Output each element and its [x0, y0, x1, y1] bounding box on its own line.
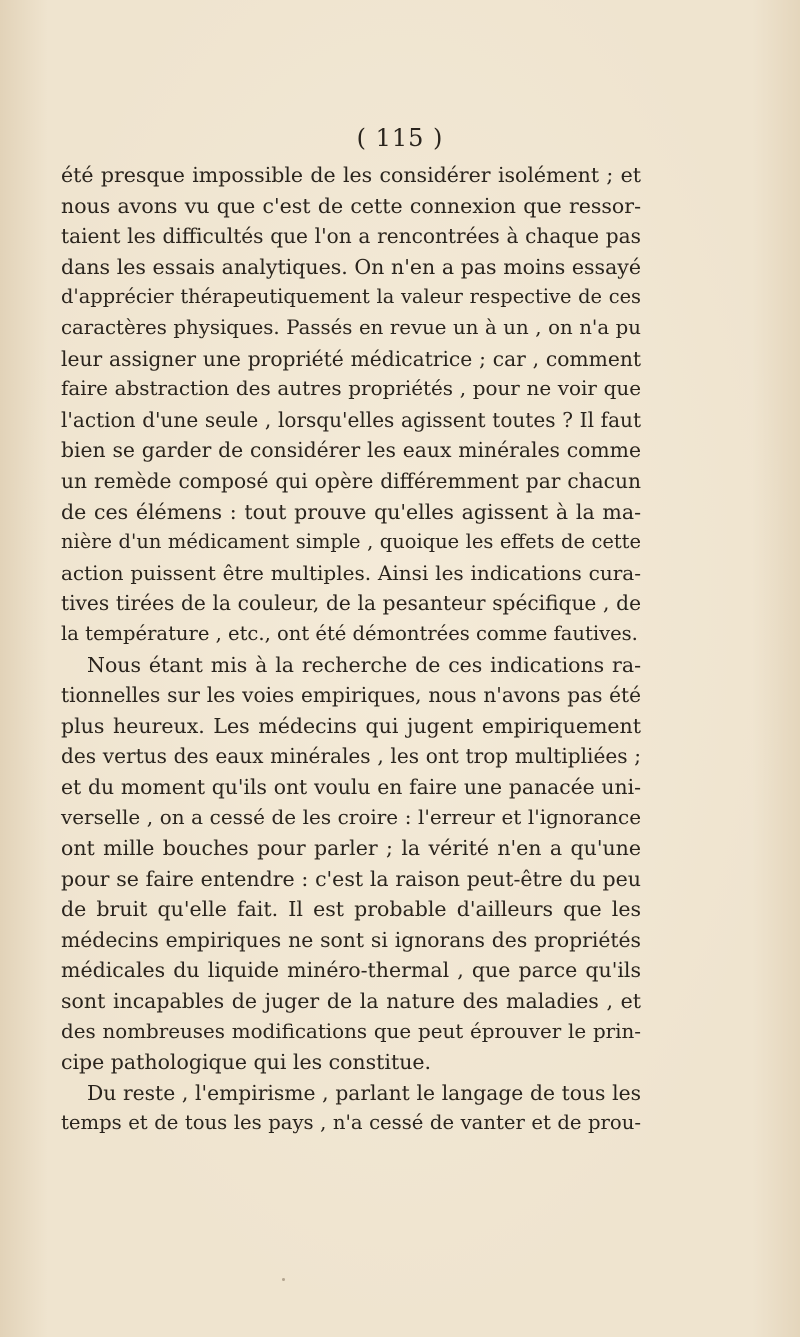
text-line: verselle , on a cessé de les croire : l'erreur et l'ignorance — [61, 805, 641, 830]
text-line: et du moment qu'ils ont voulu en faire une panacée uni- — [61, 774, 641, 799]
text-line: pour se faire entendre : c'est la raison peut-être du peu — [61, 866, 641, 891]
text-line: médecins empiriques ne sont si ignorans des propriétés — [61, 927, 641, 952]
paragraph — [61, 650, 641, 1078]
text-line: caractères physiques. Passés en revue un à un , on n'a pu — [61, 315, 641, 339]
text-line: action puissent être multiples. Ainsi les indications cura- — [61, 560, 641, 585]
paper-speck — [282, 1278, 285, 1281]
text-line: faire abstraction des autres propriétés , pour ne voir que — [61, 377, 641, 401]
text-line: dans les essais analytiques. On n'en a pas moins essayé — [61, 254, 641, 279]
text-line: nière d'un médicament simple , quoique les effets de cette — [61, 530, 641, 554]
text-line: cipe pathologique qui les constitue. — [61, 1050, 432, 1075]
text-line: un remède composé qui opère différemment par chacun — [61, 468, 641, 493]
paragraph — [61, 160, 641, 650]
page-number: ( 115 ) — [356, 124, 444, 152]
text-line: la température , etc., ont été démontrées comme fautives. — [61, 621, 638, 645]
text-line: médicales du liquide minéro-thermal , que parce qu'ils — [61, 958, 641, 983]
text-line: Du reste , l'empirisme , parlant le langage de tous les — [87, 1080, 641, 1105]
text-line: leur assigner une propriété médicatrice ; car , comment — [61, 346, 641, 371]
text-line: Nous étant mis à la recherche de ces indications ra- — [87, 652, 641, 677]
text-line: ont mille bouches pour parler ; la vérité n'en a qu'une — [61, 836, 641, 861]
body-text — [61, 160, 641, 1139]
text-line: bien se garder de considérer les eaux minérales comme — [61, 438, 641, 463]
text-line: des nombreuses modifications que peut éprouver le prin- — [61, 1019, 641, 1043]
text-line: d'apprécier thérapeutiquement la valeur respective de ces — [61, 285, 641, 309]
text-line: plus heureux. Les médecins qui jugent empiriquement — [61, 713, 641, 738]
text-line: l'action d'une seule , lorsqu'elles agissent toutes ? Il faut — [61, 407, 641, 432]
paragraph — [61, 1078, 641, 1139]
text-line: tionnelles sur les voies empiriques, nous n'avons pas été — [61, 683, 641, 708]
text-line: de bruit qu'elle fait. Il est probable d'ailleurs que les — [61, 897, 641, 922]
text-line: de ces élémens : tout prouve qu'elles agissent à la ma- — [61, 499, 641, 524]
text-line: sont incapables de juger de la nature des maladies , et — [61, 989, 641, 1014]
text-line: été presque impossible de les considérer isolément ; et — [61, 163, 641, 187]
text-line: temps et de tous les pays , n'a cessé de vanter et de prou- — [61, 1111, 641, 1135]
text-line: taient les difficultés que l'on a rencontrées à chaque pas — [61, 224, 641, 249]
text-line: tives tirées de la couleur, de la pesanteur spécifique , de — [61, 591, 641, 616]
text-line: nous avons vu que c'est de cette connexion que ressor- — [61, 193, 641, 218]
text-line: des vertus des eaux minérales , les ont trop multipliées ; — [61, 744, 641, 769]
